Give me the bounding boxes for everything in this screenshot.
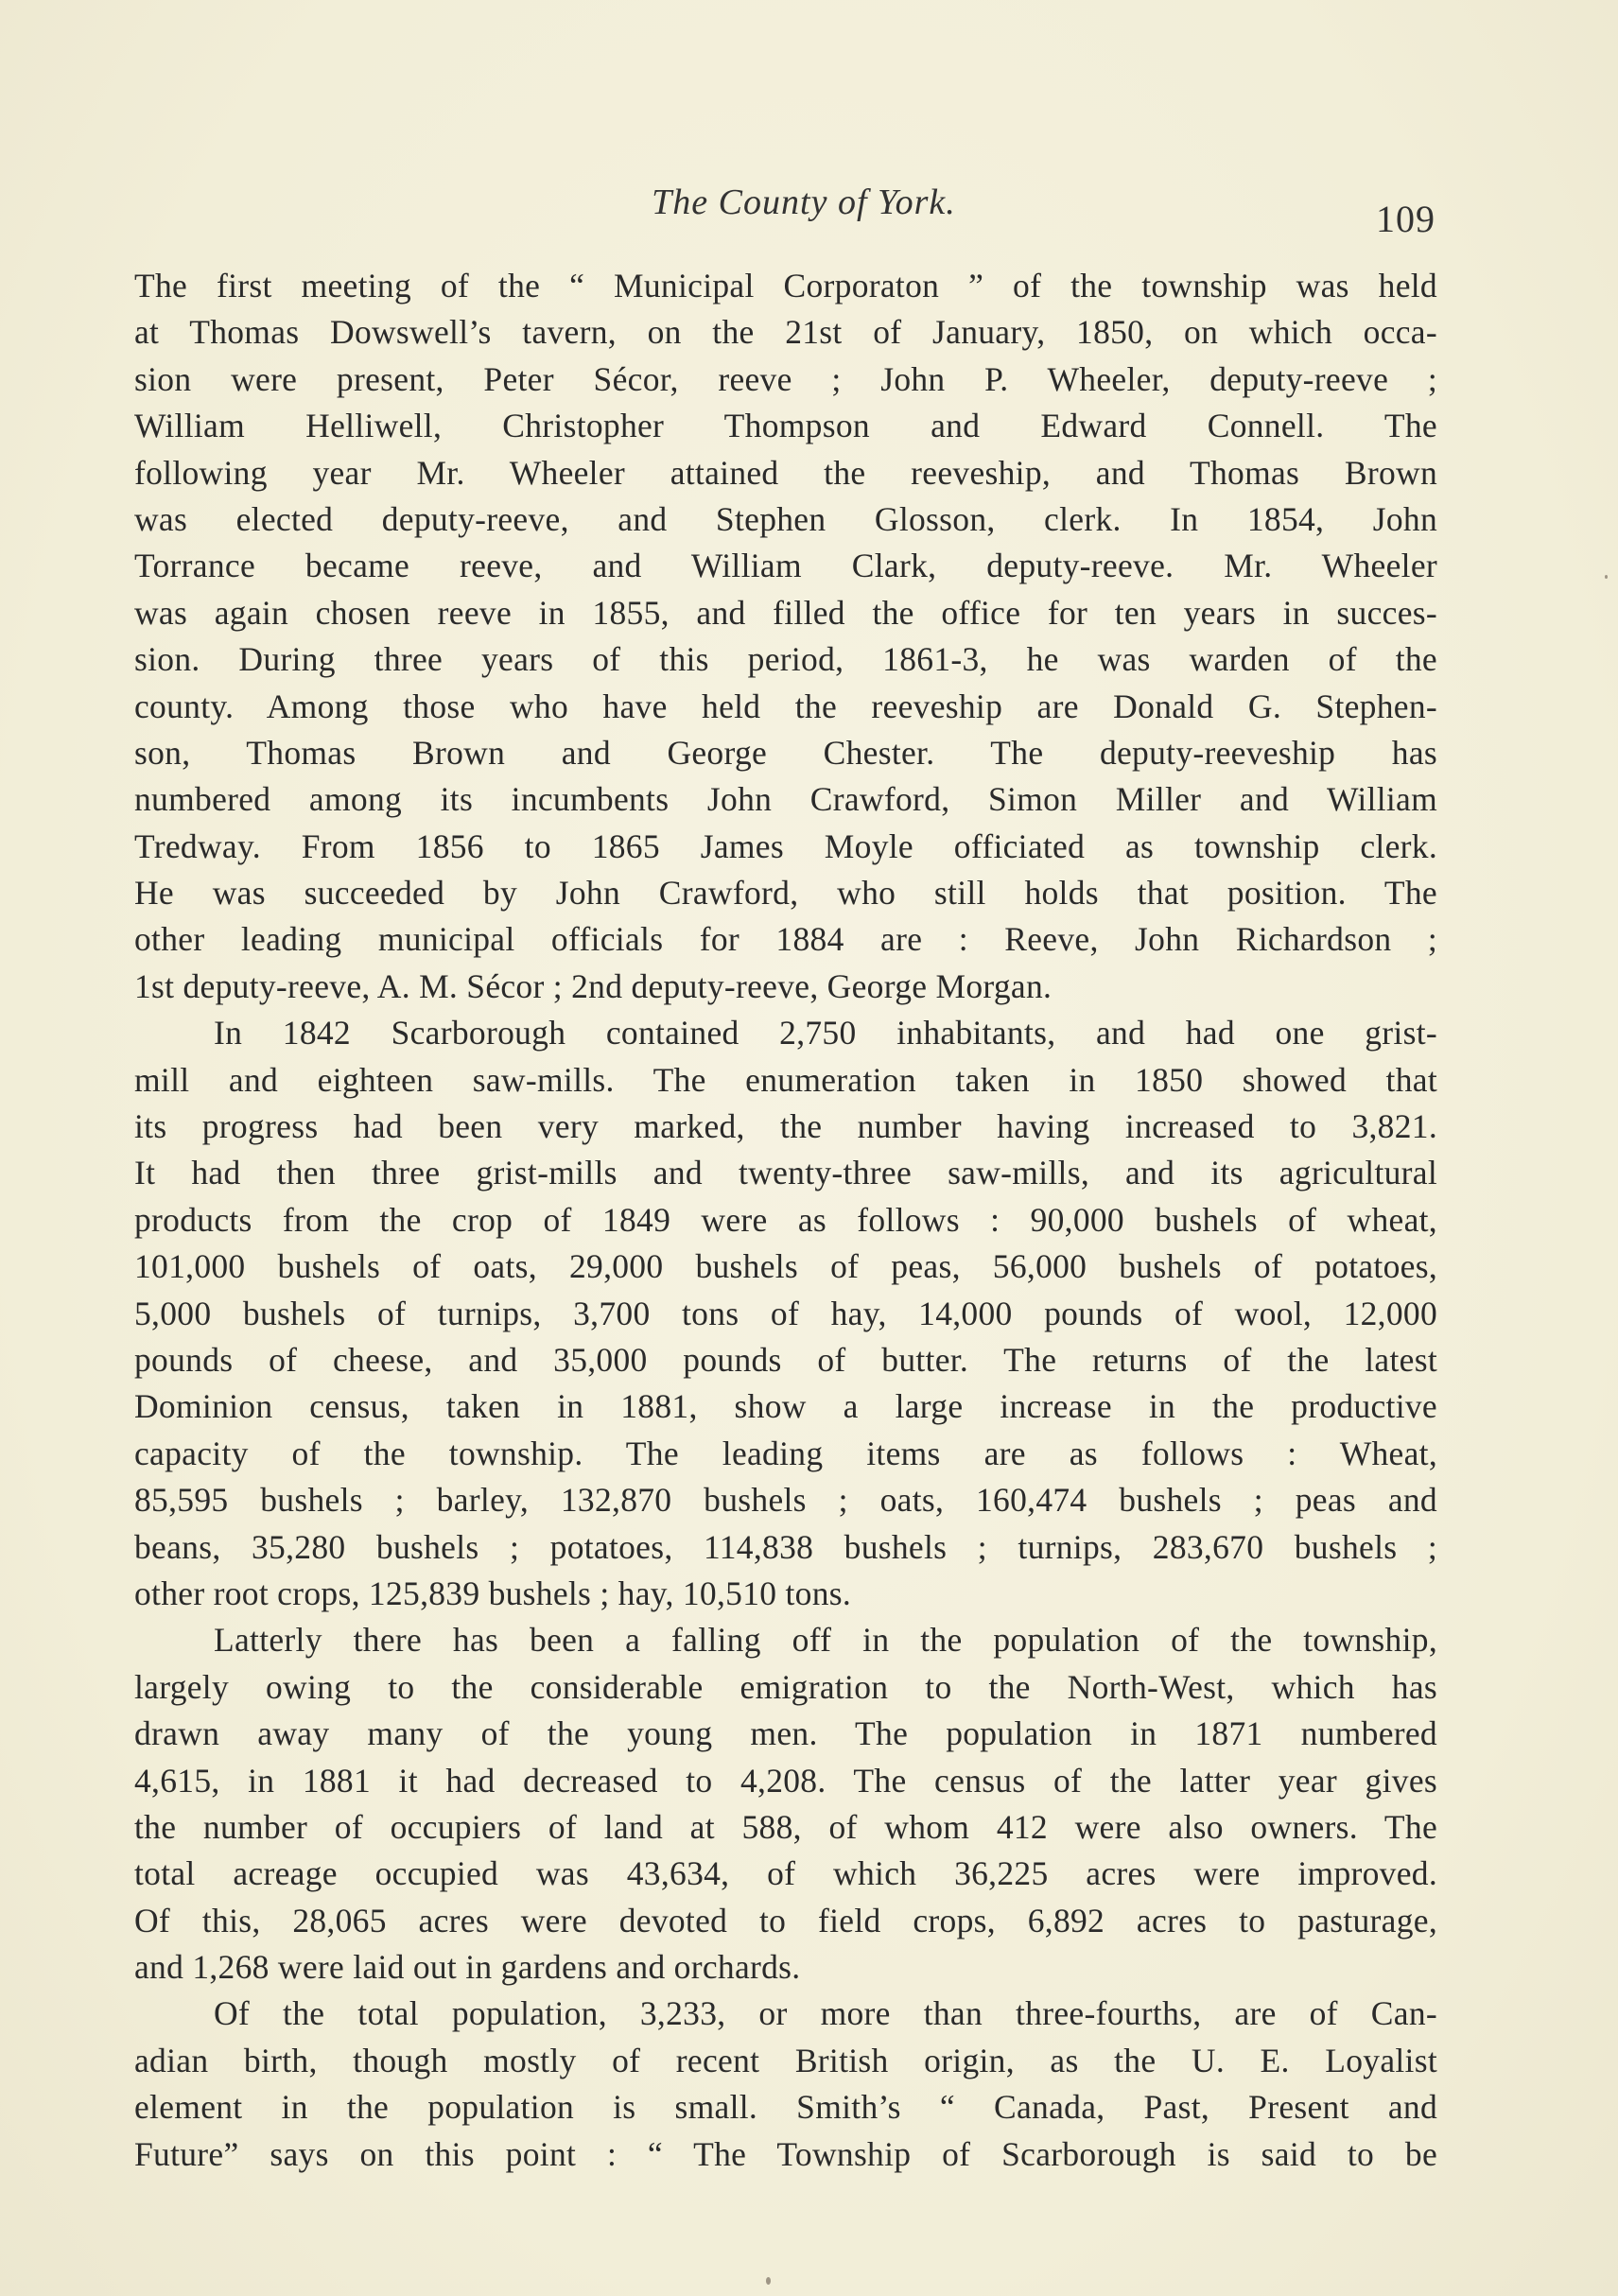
text-line: Of the total population, 3,233, or more than three-fourths, are of Can- (214, 1994, 1437, 2033)
text-line: Torrance became reeve, and William Clark, deputy-reeve. Mr. Wheeler (134, 547, 1437, 585)
body-text (134, 263, 1437, 2178)
text-line: William Helliwell, Christopher Thompson and Edward Connell. The (134, 407, 1437, 445)
text-line: mill and eighteen saw-mills. The enumeration taken in 1850 showed that (134, 1060, 1437, 1099)
text-line: Latterly there has been a falling off in the population of the township, (214, 1621, 1437, 1660)
running-head-title: The County of York. (652, 183, 956, 222)
paragraph-population (134, 1617, 1437, 1991)
text-line: son, Thomas Brown and George Chester. The deputy-reeveship has (134, 733, 1437, 772)
paragraph-municipal (134, 263, 1437, 1010)
text-line: 1st deputy-reeve, A. M. Sécor ; 2nd deputy-reeve, George Morgan. (134, 966, 1053, 1005)
text-line: was elected deputy-reeve, and Stephen Glosson, clerk. In 1854, John (134, 499, 1437, 538)
paragraph-origin (134, 1991, 1437, 2178)
text-line: 85,595 bushels ; barley, 132,870 bushels ; oats, 160,474 bushels ; peas and (134, 1481, 1437, 1520)
text-line: capacity of the township. The leading items are as follows : Wheat, (134, 1434, 1437, 1472)
text-line: adian birth, though mostly of recent British origin, as the U. E. Loyalist (134, 2041, 1437, 2079)
ink-speck (1605, 575, 1608, 579)
text-line: sion were present, Peter Sécor, reeve ; John P. Wheeler, deputy-reeve ; (134, 359, 1437, 398)
text-line: pounds of cheese, and 35,000 pounds of butter. The returns of the latest (134, 1340, 1437, 1379)
text-line: was again chosen reeve in 1855, and filled the office for ten years in succes- (134, 593, 1437, 632)
text-line: 4,615, in 1881 it had decreased to 4,208. The census of the latter year gives (134, 1761, 1437, 1800)
page-number: 109 (1376, 198, 1435, 240)
text-line: total acreage occupied was 43,634, of which 36,225 acres were improved. (134, 1854, 1437, 1893)
text-line: Dominion census, taken in 1881, show a large increase in the productive (134, 1387, 1437, 1426)
text-line: beans, 35,280 bushels ; potatoes, 114,838 bushels ; turnips, 283,670 bushels ; (134, 1527, 1437, 1566)
text-line: other root crops, 125,839 bushels ; hay, 10,510 tons. (134, 1574, 852, 1612)
text-line: and 1,268 were laid out in gardens and orchards. (134, 1948, 801, 1987)
text-line: It had then three grist-mills and twenty-three saw-mills, and its agricultural (134, 1154, 1437, 1192)
text-line: 5,000 bushels of turnips, 3,700 tons of hay, 14,000 pounds of wool, 12,000 (134, 1294, 1437, 1332)
paragraph-agriculture (134, 1010, 1437, 1617)
text-line: Tredway. From 1856 to 1865 James Moyle officiated as township clerk. (134, 826, 1437, 865)
text-line: The first meeting of the “ Municipal Corporaton ” of the township was held (134, 267, 1437, 304)
text-line: In 1842 Scarborough contained 2,750 inhabitants, and had one grist- (214, 1014, 1437, 1052)
text-line: at Thomas Dowswell’s tavern, on the 21st of January, 1850, on which occa- (134, 313, 1437, 352)
text-line: Future” says on this point : “ The Township of Scarborough is said to be (134, 2134, 1437, 2173)
text-line: He was succeeded by John Crawford, who still holds that position. The (134, 874, 1437, 913)
text-line: largely owing to the considerable emigration to the North-West, which has (134, 1667, 1437, 1706)
text-line: products from the crop of 1849 were as follows : 90,000 bushels of wheat, (134, 1200, 1437, 1239)
text-line: drawn away many of the young men. The population in 1871 numbered (134, 1714, 1437, 1753)
text-line: the number of occupiers of land at 588, of whom 412 were also owners. The (134, 1807, 1437, 1846)
text-line: sion. During three years of this period, 1861-3, he was warden of the (134, 640, 1437, 679)
text-line: other leading municipal officials for 1884 are : Reeve, John Richardson ; (134, 920, 1437, 959)
text-line: Of this, 28,065 acres were devoted to field crops, 6,892 acres to pasturage, (134, 1901, 1437, 1939)
text-line: county. Among those who have held the reeveship are Donald G. Stephen- (134, 687, 1437, 725)
text-line: its progress had been very marked, the number having increased to 3,821. (134, 1107, 1437, 1146)
text-line: 101,000 bushels of oats, 29,000 bushels of peas, 56,000 bushels of potatoes, (134, 1247, 1437, 1286)
text-line: element in the population is small. Smith’s “ Canada, Past, Present and (134, 2088, 1437, 2127)
text-line: numbered among its incumbents John Crawford, Simon Miller and William (134, 780, 1437, 819)
ink-speck (766, 2277, 771, 2285)
text-line: following year Mr. Wheeler attained the reeveship, and Thomas Brown (134, 453, 1437, 492)
